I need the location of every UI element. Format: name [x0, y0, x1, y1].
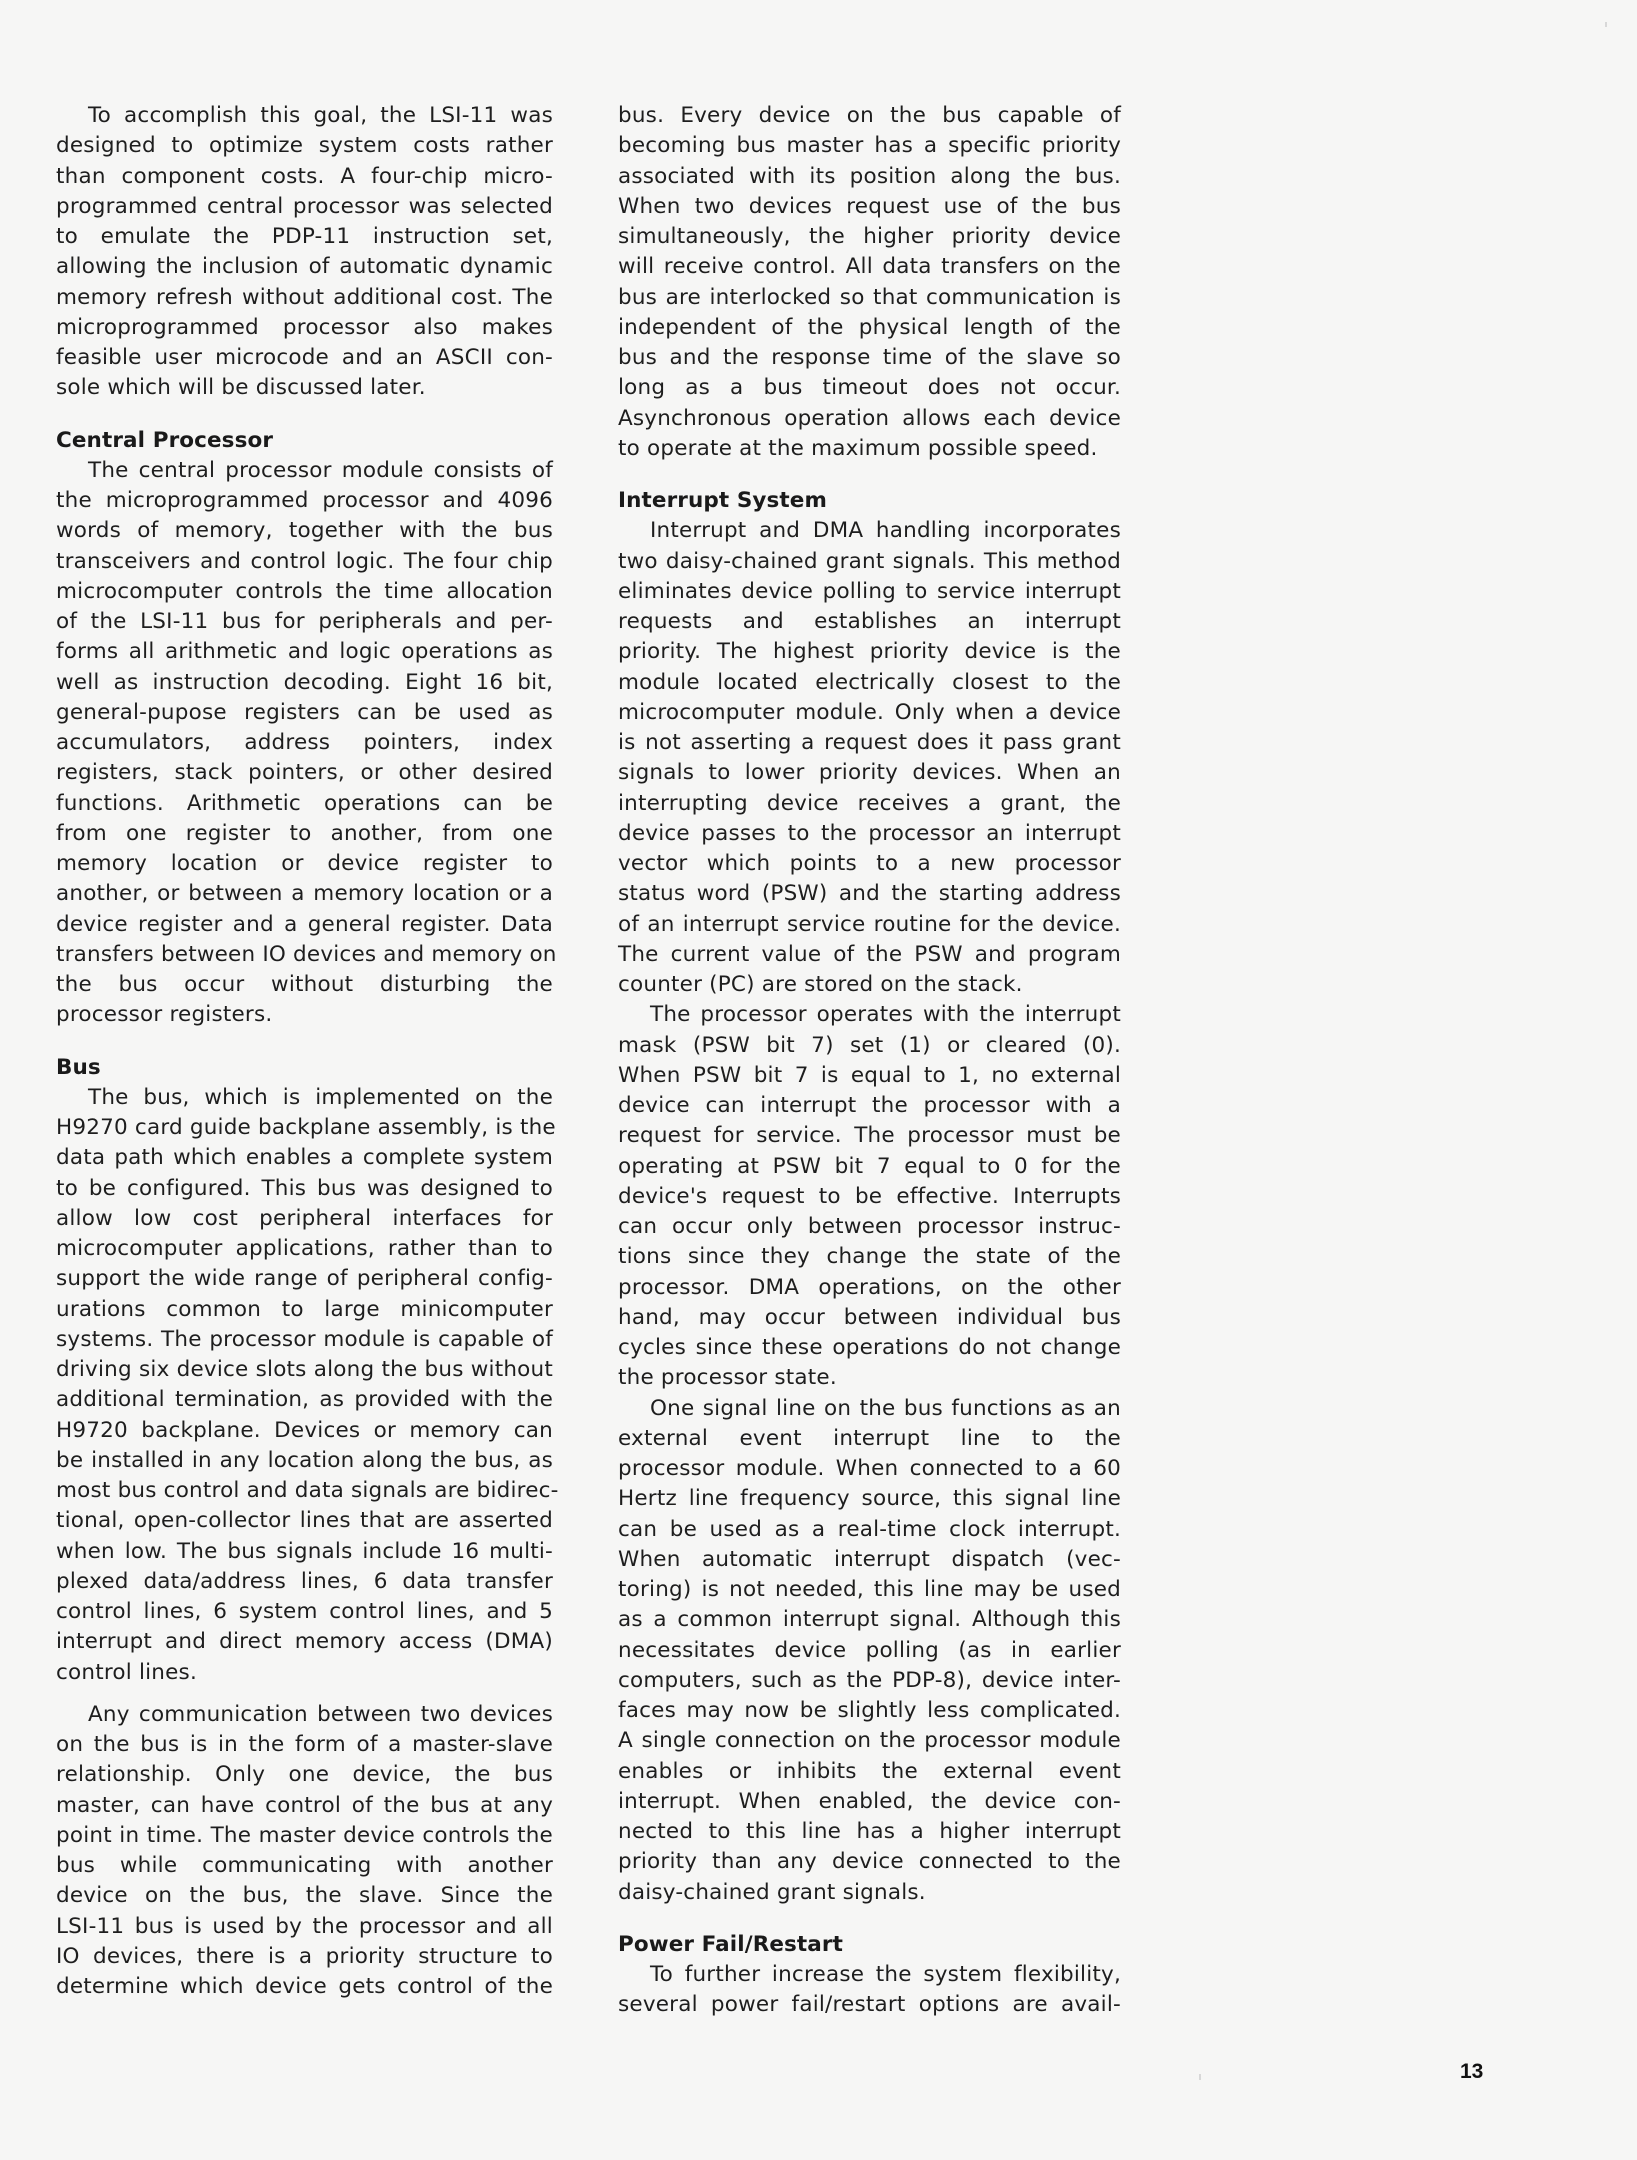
text-line: is not asserting a request does it pass grant [618, 730, 1121, 755]
text-line: memory refresh without additional cost. The [56, 284, 553, 310]
text-line: interrupting device receives a grant, the [618, 790, 1121, 816]
left-column [56, 101, 559, 2002]
text-line: eliminates device polling to service interrupt [618, 578, 1121, 604]
text-line: H9270 card guide backplane assembly, is the [56, 1115, 556, 1140]
text-line: To accomplish this goal, the LSI-11 was [88, 103, 553, 128]
section-gap [56, 404, 553, 426]
text-line: of the LSI-11 bus for peripherals and per- [56, 609, 553, 634]
text-line: device passes to the processor an interrupt [618, 820, 1121, 846]
text-line: module located electrically closest to the [618, 669, 1121, 695]
text-line: allowing the inclusion of automatic dynamic [56, 254, 553, 280]
text-line: memory location or device register to [56, 851, 553, 876]
paragraph [56, 1083, 559, 1688]
text-line: associated with its position along the bus. [618, 163, 1121, 189]
section-gap [618, 1908, 1121, 1930]
text-line: requests and establishes an interrupt [618, 609, 1121, 634]
text-line: interrupt and direct memory access (DMA) [56, 1629, 553, 1655]
text-line: data path which enables a complete system [56, 1145, 553, 1171]
text-line: microcomputer controls the time allocation [56, 578, 553, 604]
text-line: most bus control and data signals are bidirec- [56, 1478, 559, 1503]
text-line: When automatic interrupt dispatch (vec- [618, 1546, 1121, 1572]
text-line: A single connection on the processor module [618, 1728, 1121, 1754]
text-line: point in time. The master device controls the [56, 1822, 553, 1848]
text-line: long as a bus timeout does not occur. [618, 375, 1121, 401]
scan-speck [1605, 22, 1607, 27]
text-line: systems. The processor module is capable of [56, 1326, 553, 1352]
text-line: bus. Every device on the bus capable of [618, 103, 1121, 128]
text-line: bus while communicating with another [56, 1853, 553, 1878]
text-line: than component costs. A four-chip micro- [56, 163, 553, 189]
paragraph [618, 516, 1121, 1000]
text-line: be installed in any location along the bus, as [56, 1447, 553, 1473]
text-line: signals to lower priority devices. When an [618, 760, 1121, 786]
text-line: sole which will be discussed later. [56, 375, 426, 401]
text-line: tional, open-collector lines that are asserted [56, 1508, 553, 1534]
text-line: can occur only between processor instruc- [618, 1214, 1121, 1239]
text-line: request for service. The processor must be [618, 1123, 1121, 1149]
text-line: the processor state. [618, 1365, 837, 1391]
text-line: to be configured. This bus was designed to [56, 1175, 553, 1201]
section-heading: Interrupt System [618, 488, 827, 513]
text-line: will receive control. All data transfers on the [618, 254, 1121, 280]
text-line: can be used as a real-time clock interrupt. [618, 1516, 1121, 1542]
text-line: to emulate the PDP-11 instruction set, [56, 224, 553, 249]
text-line: interrupt. When enabled, the device con- [618, 1788, 1121, 1814]
text-line: Interrupt and DMA handling incorporates [650, 518, 1121, 544]
text-line: One signal line on the bus functions as an [650, 1395, 1121, 1421]
text-line: operating at PSW bit 7 equal to 0 for the [618, 1153, 1121, 1179]
text-line: toring) is not needed, this line may be used [618, 1577, 1121, 1602]
text-line: daisy-chained grant signals. [618, 1879, 926, 1905]
text-line: When PSW bit 7 is equal to 1, no external [618, 1062, 1121, 1088]
section-heading: Power Fail/Restart [618, 1931, 843, 1957]
text-line: device can interrupt the processor with a [618, 1093, 1121, 1118]
page-number: 13 [1460, 2060, 1484, 2083]
text-line: transfers between IO devices and memory on [56, 941, 557, 967]
text-line: from one register to another, from one [56, 820, 553, 846]
text-line: cycles since these operations do not change [618, 1335, 1121, 1360]
text-line: simultaneously, the higher priority device [618, 224, 1121, 249]
text-line: external event interrupt line to the [618, 1425, 1121, 1451]
text-line: determine which device gets control of the [56, 1974, 553, 1999]
right-column [618, 101, 1121, 2021]
text-line: vector which points to a new processor [618, 851, 1121, 876]
text-line: allow low cost peripheral interfaces for [56, 1205, 553, 1231]
text-line: feasible user microcode and an ASCII con- [56, 345, 553, 370]
text-line: becoming bus master has a specific priority [618, 133, 1121, 159]
section-gap [618, 464, 1121, 486]
section-heading: Bus [56, 1054, 101, 1080]
text-line: accumulators, address pointers, index [56, 730, 553, 755]
text-line: programmed central processor was selected [56, 193, 553, 219]
text-line: microcomputer applications, rather than to [56, 1236, 553, 1261]
text-line: several power fail/restart options are avail- [618, 1992, 1121, 2018]
text-line: registers, stack pointers, or other desired [56, 760, 553, 786]
text-line: device's request to be effective. Interrupts [618, 1183, 1121, 1209]
text-line: faces may now be slightly less complicated. [618, 1698, 1121, 1723]
section-gap [56, 1031, 553, 1053]
text-line: relationship. Only one device, the bus [56, 1762, 553, 1788]
text-line: priority. The highest priority device is the [618, 639, 1121, 665]
text-line: designed to optimize system costs rather [56, 133, 553, 159]
text-line: The processor operates with the interrupt [650, 1002, 1121, 1028]
text-line: additional termination, as provided with the [56, 1387, 553, 1413]
scan-speck [1199, 2074, 1201, 2080]
text-line: nected to this line has a higher interrupt [618, 1819, 1121, 1844]
text-line: support the wide range of peripheral config- [56, 1266, 553, 1292]
paragraph [618, 1000, 1121, 1393]
text-line: H9720 backplane. Devices or memory can [56, 1417, 553, 1443]
text-line: bus are interlocked so that communication is [618, 284, 1121, 310]
text-line: hand, may occur between individual bus [618, 1304, 1121, 1330]
text-line: processor. DMA operations, on the other [618, 1274, 1121, 1300]
text-line: microcomputer module. Only when a device [618, 699, 1121, 725]
text-line: IO devices, there is a priority structure to [56, 1943, 553, 1969]
text-line: Hertz line frequency source, this signal line [618, 1486, 1121, 1512]
text-line: processor registers. [56, 1002, 273, 1028]
text-line: computers, such as the PDP-8), device inter- [618, 1667, 1121, 1693]
text-line: driving six device slots along the bus without [56, 1357, 553, 1382]
text-line: tions since they change the state of the [618, 1244, 1121, 1270]
text-line: transceivers and control logic. The four chip [56, 548, 553, 574]
text-line: of an interrupt service routine for the device. [618, 911, 1121, 937]
text-line: general-pupose registers can be used as [56, 699, 553, 725]
text-line: To further increase the system flexibility, [650, 1962, 1121, 1987]
text-line: necessitates device polling (as in earlier [618, 1637, 1121, 1663]
text-line: LSI-11 bus is used by the processor and all [56, 1913, 553, 1939]
text-line: master, can have control of the bus at any [56, 1792, 553, 1818]
paragraph [618, 101, 1121, 464]
text-line: Any communication between two devices [88, 1701, 553, 1727]
text-line: another, or between a memory location or a [56, 881, 553, 907]
text-line: The central processor module consists of [88, 457, 553, 483]
section-heading: Central Processor [56, 427, 274, 453]
text-line: enables or inhibits the external event [618, 1758, 1121, 1784]
text-line: processor module. When connected to a 60 [618, 1456, 1121, 1481]
paragraph-gap [56, 1688, 553, 1700]
paragraph [618, 1394, 1121, 1908]
text-line: Asynchronous operation allows each device [618, 405, 1121, 431]
text-line: forms all arithmetic and logic operations as [56, 639, 553, 665]
text-line: mask (PSW bit 7) set (1) or cleared (0). [618, 1032, 1121, 1058]
text-line: as a common interrupt signal. Although this [618, 1607, 1121, 1633]
text-line: control lines, 6 system control lines, and 5 [56, 1599, 553, 1624]
text-line: When two devices request use of the bus [618, 193, 1121, 219]
text-line: bus and the response time of the slave so [618, 345, 1121, 370]
text-line: words of memory, together with the bus [56, 518, 553, 544]
text-line: control lines. [56, 1659, 197, 1685]
text-line: independent of the physical length of the [618, 314, 1121, 340]
text-line: The bus, which is implemented on the [88, 1084, 553, 1110]
text-line: counter (PC) are stored on the stack. [618, 972, 1023, 997]
text-line: urations common to large minicomputer [56, 1296, 553, 1322]
text-line: microprogrammed processor also makes [56, 314, 553, 340]
paragraph [618, 1960, 1121, 2021]
text-line: functions. Arithmetic operations can be [56, 790, 553, 816]
text-line: plexed data/address lines, 6 data transfer [56, 1568, 553, 1594]
text-line: on the bus is in the form of a master-slave [56, 1732, 553, 1757]
text-line: to operate at the maximum possible speed. [618, 435, 1098, 461]
paragraph [56, 101, 553, 404]
text-line: well as instruction decoding. Eight 16 bit, [56, 669, 553, 695]
paragraph [56, 456, 557, 1031]
text-line: two daisy-chained grant signals. This method [618, 548, 1121, 574]
text-line: device register and a general register. Data [56, 911, 553, 937]
text-line: priority than any device connected to the [618, 1849, 1121, 1875]
text-line: the bus occur without disturbing the [56, 972, 553, 997]
text-line: status word (PSW) and the starting address [618, 881, 1121, 907]
text-line: device on the bus, the slave. Since the [56, 1883, 553, 1909]
text-line: when low. The bus signals include 16 multi- [56, 1538, 553, 1564]
text-line: the microprogrammed processor and 4096 [56, 488, 553, 513]
text-line: The current value of the PSW and program [618, 941, 1121, 967]
paragraph [56, 1700, 553, 2003]
